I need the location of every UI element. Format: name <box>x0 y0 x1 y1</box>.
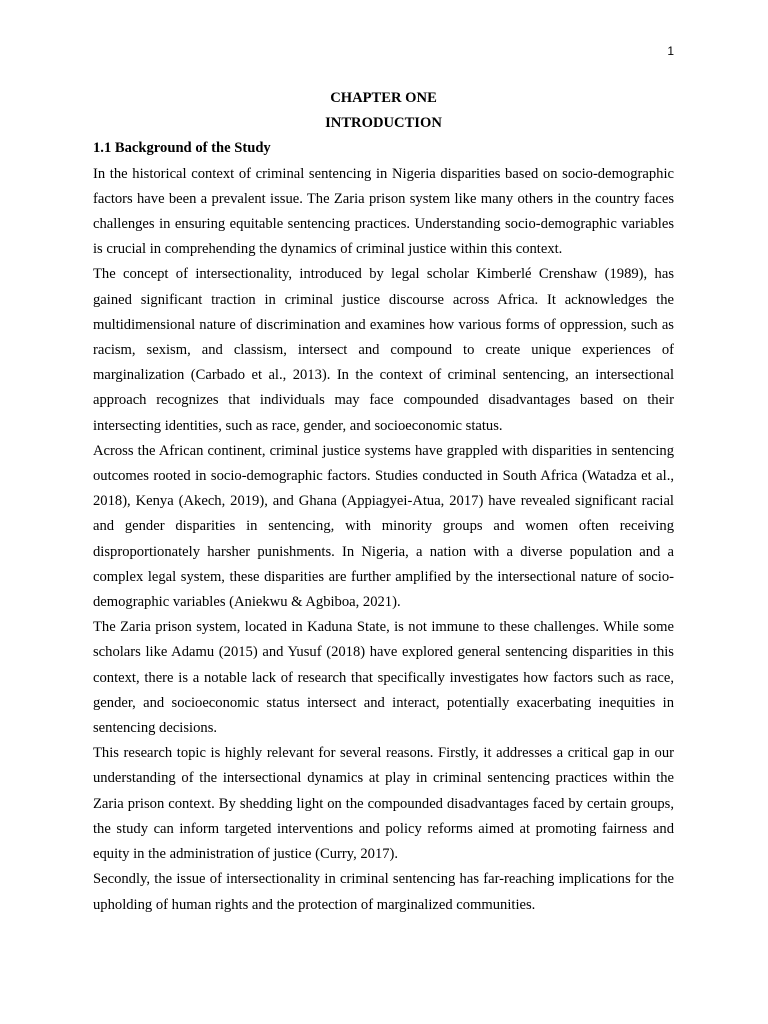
section-heading: 1.1 Background of the Study <box>93 140 271 157</box>
paragraph-intersectionality-concept: The concept of intersectionality, introduced by legal scholar Kimberlé Crenshaw (1989), has gained significant traction in criminal justice discourse across Africa. It acknowledges the multidimensional nature of discrimination and examines how various forms of oppression, such as racism, sexism, and classism, intersect and compound to create unique experiences of marginalization (Carbado et al., 2013). In the context of criminal sentencing, an intersectional approach recognizes that individuals may face compounded disadvantages based on their intersecting identities, such as race, gender, and socioeconomic status. <box>93 266 674 434</box>
paragraph-research-relevance: This research topic is highly relevant for several reasons. Firstly, it addresses a critical gap in our understanding of the intersectional dynamics at play in criminal sentencing practices within the Zaria prison context. By shedding light on the compounded disadvantages faced by certain groups, the study can inform targeted interventions and policy reforms aimed at promoting fairness and equity in the administration of justice (Curry, 2017). <box>93 745 674 863</box>
page-number: 1 <box>667 44 674 58</box>
paragraph-human-rights: Secondly, the issue of intersectionality in criminal sentencing has far-reaching implications for the upholding of human rights and the protection of marginalized communities. <box>93 871 674 913</box>
chapter-title: CHAPTER ONE <box>330 90 437 106</box>
paragraph-historical-context: In the historical context of criminal sentencing in Nigeria disparities based on socio-demographic factors have been a prevalent issue. The Zaria prison system like many others in the country faces challenges in ensuring equitable sentencing practices. Understanding socio-demographic variables is crucial in comprehending the dynamics of criminal justice within this context. <box>93 165 674 258</box>
paragraph-african-disparities: Across the African continent, criminal justice systems have grappled with disparities in sentencing outcomes rooted in socio-demographic factors. Studies conducted in South Africa (Watadza et al., 2018), Kenya (Akech, 2019), and Ghana (Appiagyei-Atua, 2017) have revealed significant racial and gender disparities in sentencing, with minority groups and women often receiving disproportionately harsher punishments. In Nigeria, a nation with a diverse population and a complex legal system, these disparities are further amplified by the intersectional nature of socio-demographic variables (Aniekwu & Agbiboa, 2021). <box>93 442 674 611</box>
document-body <box>93 86 674 918</box>
chapter-subtitle: INTRODUCTION <box>325 115 442 132</box>
paragraph-zaria-prison: The Zaria prison system, located in Kaduna State, is not immune to these challenges. While some scholars like Adamu (2015) and Yusuf (2018) have explored general sentencing disparities in this context, there is a notable lack of research that specifically investigates how factors such as race, gender, and socioeconomic status intersect and interact, potentially exacerbating inequities in sentencing decisions. <box>93 619 674 737</box>
